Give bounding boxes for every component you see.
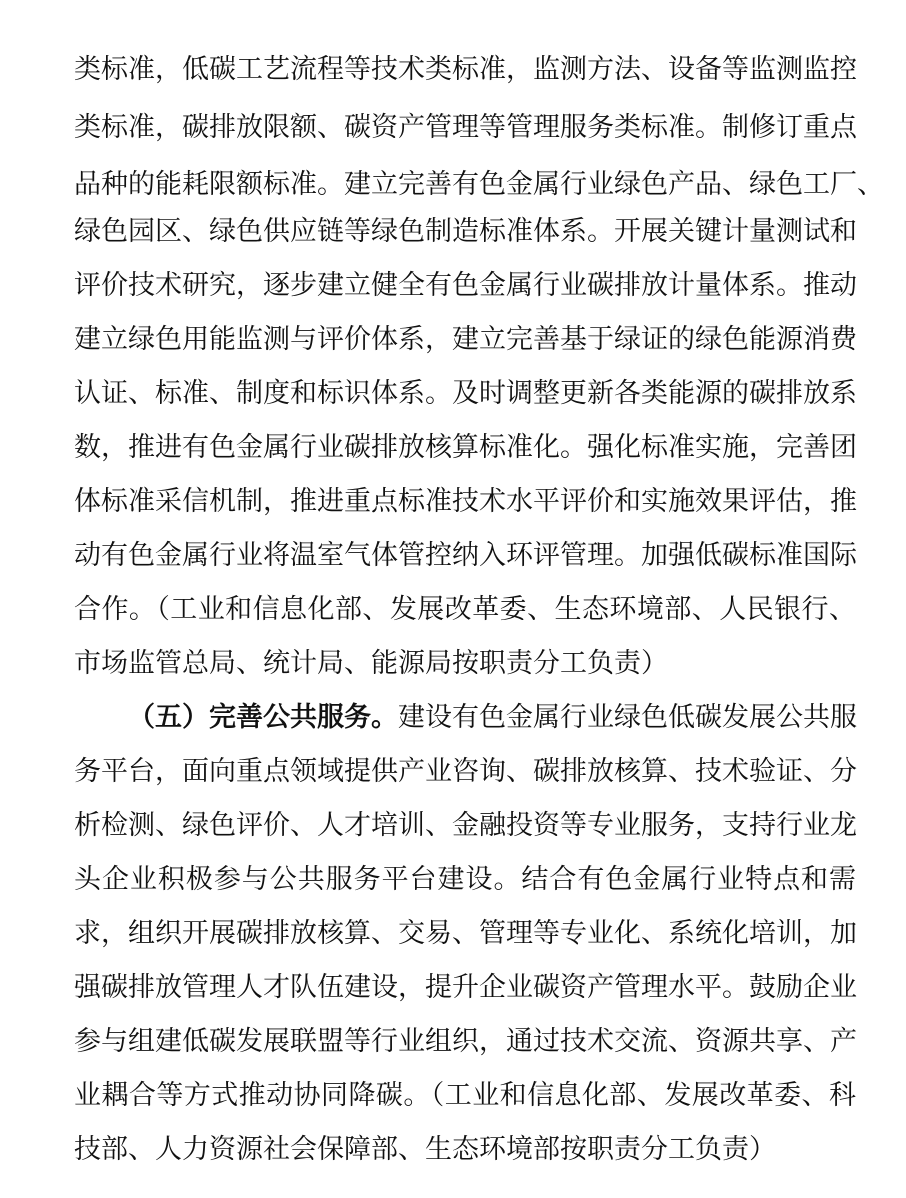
paragraph-line: 市场监管总局、统计局、能源局按职责分工负责） [74,648,668,679]
paragraph-line: 体标准采信机制，推进重点标准技术水平评价和实施效果评估，推 [74,486,857,517]
paragraph-line: 析检测、绿色评价、人才培训、金融投资等专业服务，支持行业龙 [74,810,857,841]
paragraph-line: 类标准，碳排放限额、碳资产管理等管理服务类标准。制修订重点 [74,112,857,143]
paragraph-line: 动有色金属行业将温室气体管控纳入环评管理。加强低碳标准国际 [74,540,857,571]
section-heading: （五）完善公共服务。 [128,702,398,733]
paragraph-line-text: 建设有色金属行业绿色低碳发展公共服 [398,702,857,733]
paragraph-first-line [128,698,856,738]
paragraph-line: 参与组建低碳发展联盟等行业组织，通过技术交流、资源共享、产 [74,1026,857,1057]
paragraph-line: 品种的能耗限额标准。建立完善有色金属行业绿色产品、绿色工厂、 [74,169,884,200]
paragraph-line: 绿色园区、绿色供应链等绿色制造标准体系。开展关键计量测试和 [74,216,857,247]
paragraph-line: 类标准，低碳工艺流程等技术类标准，监测方法、设备等监测监控 [74,54,857,85]
paragraph-line: 评价技术研究，逐步建立健全有色金属行业碳排放计量体系。推动 [74,270,857,301]
paragraph-line: 头企业积极参与公共服务平台建设。结合有色金属行业特点和需 [74,864,856,895]
paragraph-line: 技部、人力资源社会保障部、生态环境部按职责分工负责） [74,1134,776,1165]
paragraph-line: 建立绿色用能监测与评价体系，建立完善基于绿证的绿色能源消费 [74,324,857,355]
paragraph-line: 务平台，面向重点领域提供产业咨询、碳排放核算、技术验证、分 [74,756,857,787]
paragraph-line: 强碳排放管理人才队伍建设，提升企业碳资产管理水平。鼓励企业 [74,972,857,1003]
paragraph-line: 求，组织开展碳排放核算、交易、管理等专业化、系统化培训，加 [74,918,857,949]
paragraph-line: 数，推进有色金属行业碳排放核算标准化。强化标准实施，完善团 [74,432,857,463]
paragraph-line: 业耦合等方式推动协同降碳。（工业和信息化部、发展改革委、科 [74,1080,856,1111]
paragraph-line: 合作。（工业和信息化部、发展改革委、生态环境部、人民银行、 [74,594,856,625]
paragraph-line: 认证、标准、制度和标识体系。及时调整更新各类能源的碳排放系 [74,378,857,409]
